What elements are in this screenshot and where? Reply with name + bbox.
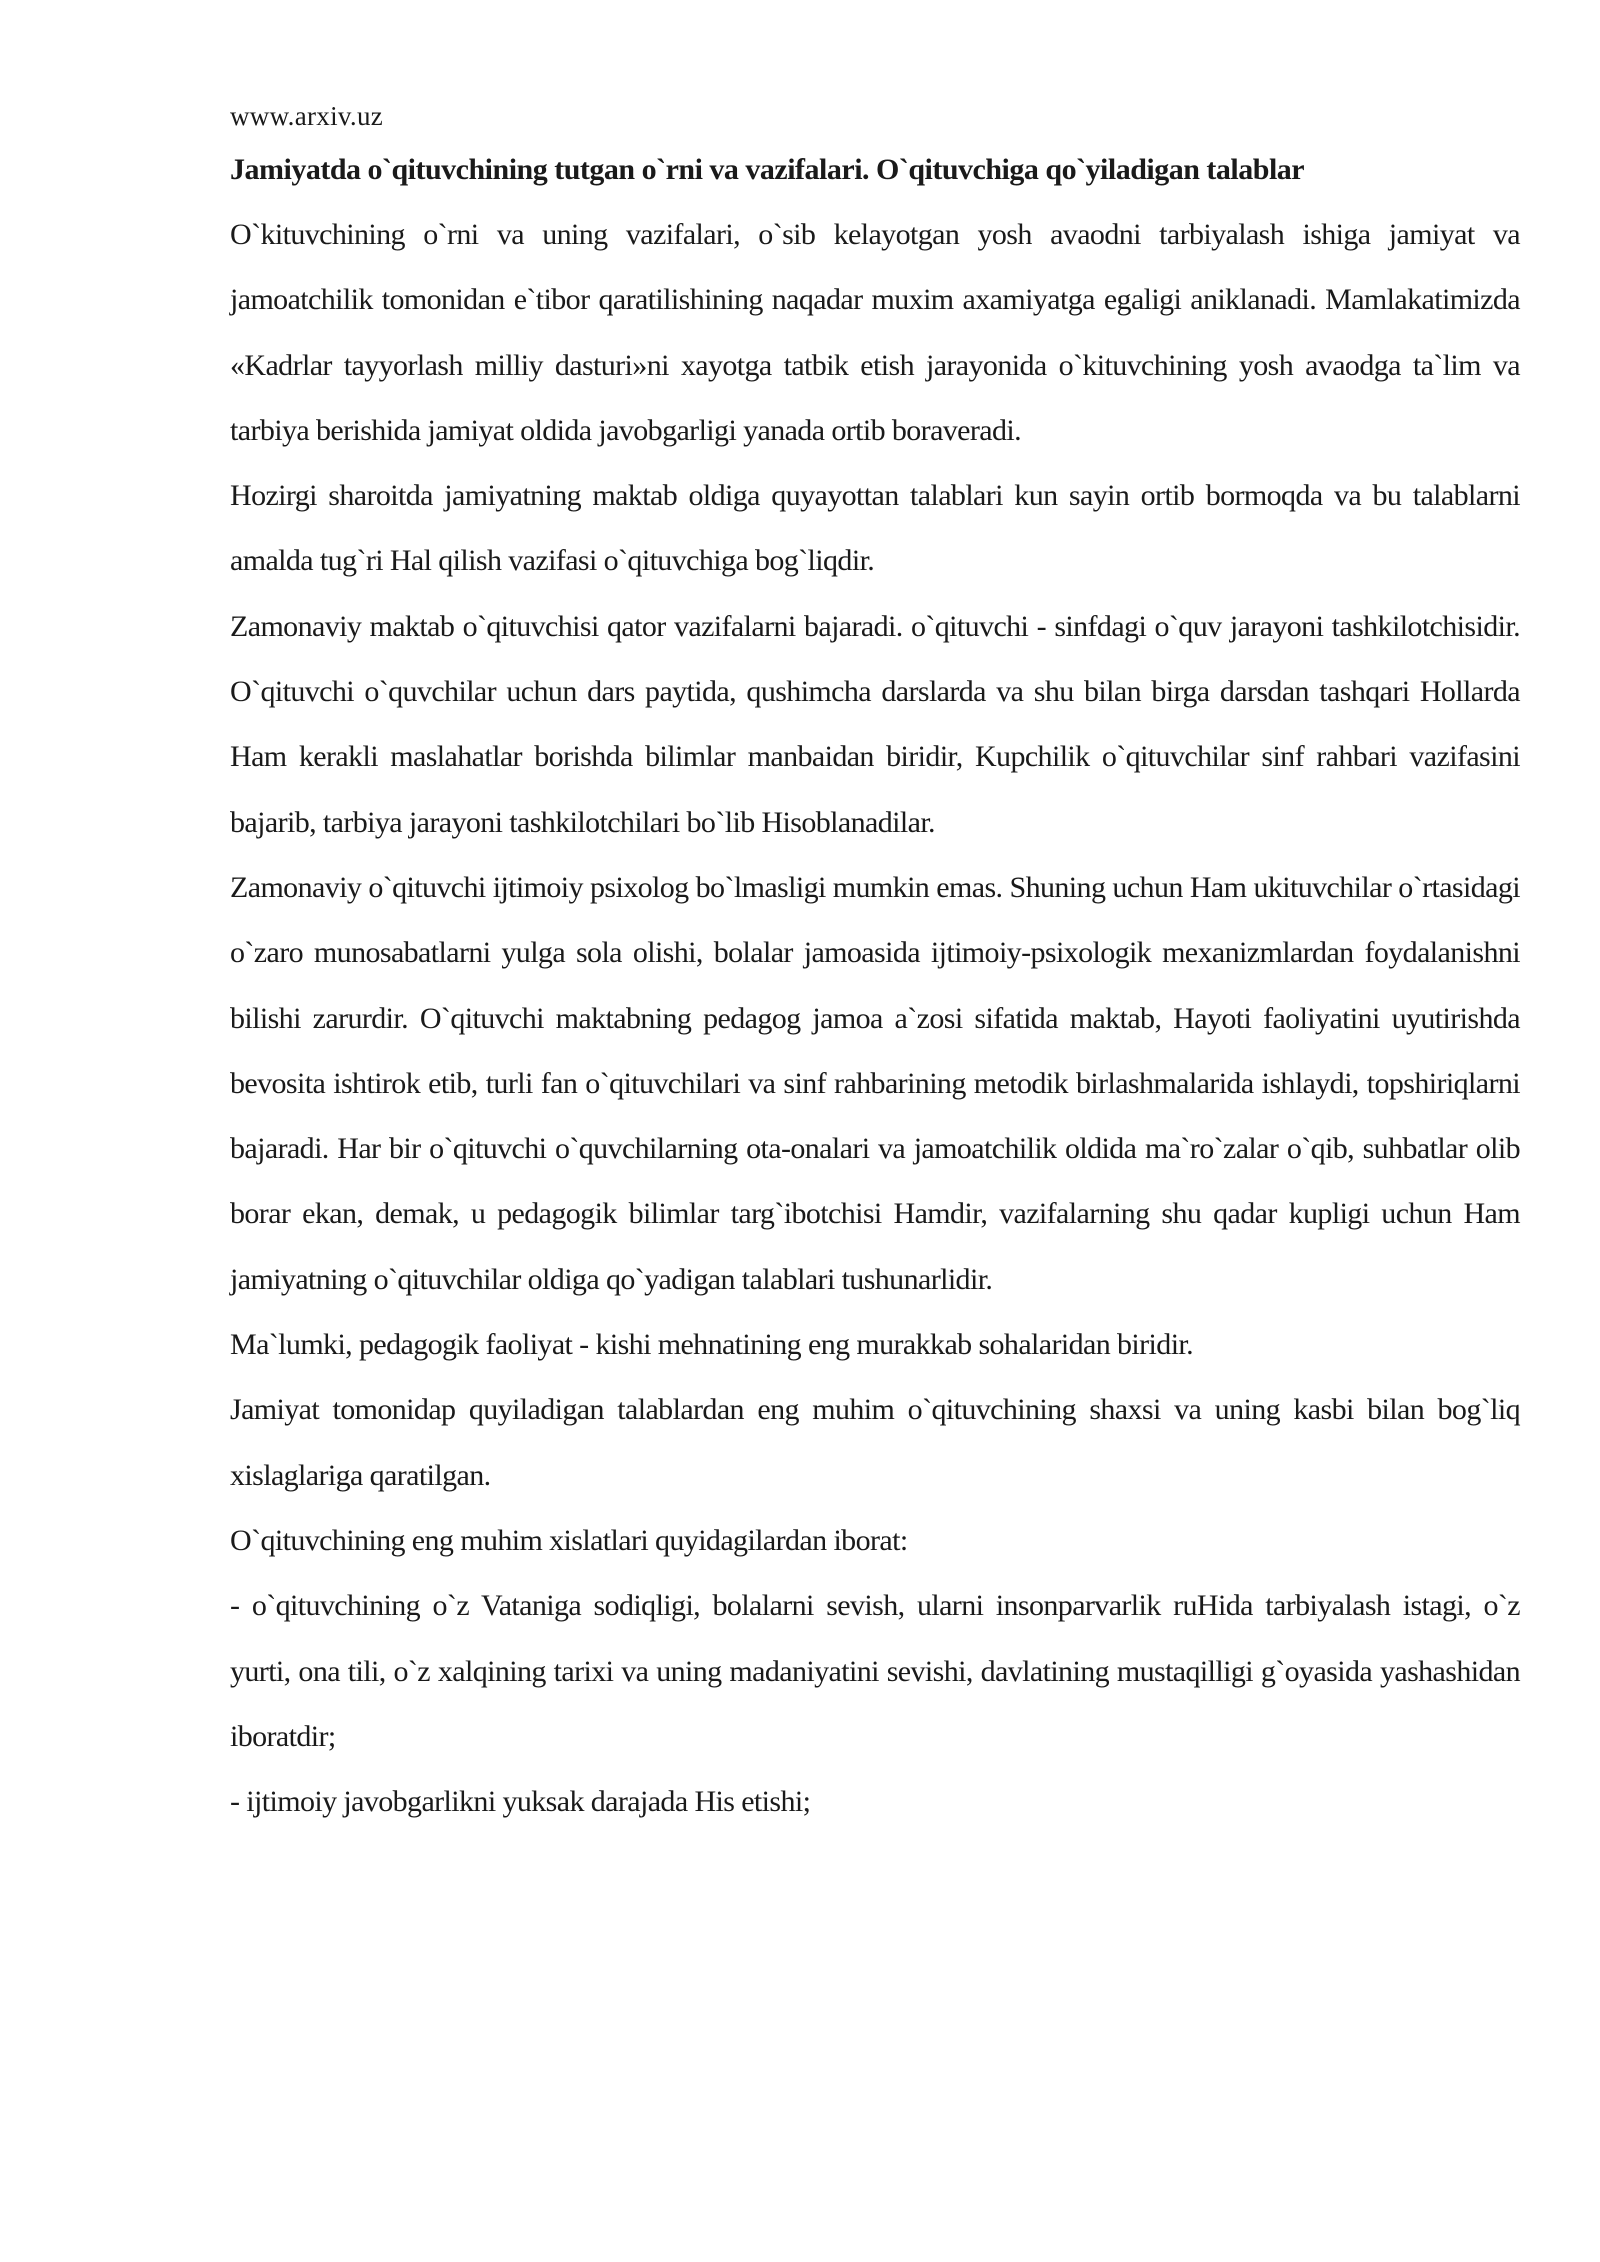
- paragraph: Zamonaviy maktab o`qituvchisi qator vazifalarni bajaradi. o`qituvchi - sinfdagi o`quv jarayoni tashkilotchisidir. O`qituvchi o`quvchilar uchun dars paytida, qushimcha darslarda va shu bilan birga darsdan tashqari Hollarda Ham kerakli maslahatlar borishda bilimlar manbaidan biridir, Kupchilik o`qituvchilar sinf rahbari vazifasini bajarib, tarbiya jarayoni tashkilotchilari bo`lib Hisoblanadilar.: [230, 609, 1520, 839]
- document-page: [230, 96, 1520, 1834]
- paragraph: Hozirgi sharoitda jamiyatning maktab oldiga quyayottan talablari kun sayin ortib bormoqda va bu talablarni amalda tug`ri Hal qilish vazifasi o`qituvchiga bog`liqdir.: [230, 479, 1520, 578]
- list-item: - o`qituvchining o`z Vataniga sodiqligi, bolalarni sevish, ularni insonparvarlik ruHida tarbiyalash istagi, o`z yurti, ona tili, o`z xalqining tarixi va uning madaniyatini sevishi, davlatining mustaqilligi g`oyasida yashashidan iboratdir;: [230, 1589, 1520, 1753]
- paragraph: Zamonaviy o`qituvchi ijtimoiy psixolog bo`lmasligi mumkin emas. Shuning uchun Ham ukituvchilar o`rtasidagi o`zaro munosabatlarni yulga sola olishi, bolalar jamoasida ijtimoiy-psixologik mexanizmlardan foydalanishni bilishi zarurdir. O`qituvchi maktabning pedagog jamoa a`zosi sifatida maktab, Hayoti faoliyatini uyutirishda bevosita ishtirok etib, turli fan o`qituvchilari va sinf rahbarining metodik birlashmalarida ishlaydi, topshiriqlarni bajaradi. Har bir o`qituvchi o`quvchilarning ota-onalari va jamoatchilik oldida ma`ro`zalar o`qib, suhbatlar olib borar ekan, demak, u pedagogik bilimlar targ`ibotchisi Hamdir, vazifalarning shu qadar kupligi uchun Ham jamiyatning o`qituvchilar oldiga qo`yadigan talablari tushunarlidir.: [230, 870, 1520, 1296]
- paragraph: O`kituvchining o`rni va uning vazifalari, o`sib kelayotgan yosh avaodni tarbiyalash ishiga jamiyat va jamoatchilik tomonidan e`tibor qaratilishining naqadar muxim axamiyatga egaligi aniklanadi. Mamlakatimizda «Kadrlar tayyorlash milliy dasturi»ni xayotga tatbik etish jarayonida o`kituvchining yosh avaodga ta`lim va tarbiya berishida jamiyat oldida javobgarligi yanada ortib boraveradi.: [230, 218, 1520, 447]
- paragraph: O`qituvchining eng muhim xislatlari quyidagilardan iborat:: [230, 1523, 908, 1557]
- list-item: - ijtimoiy javobgarlikni yuksak darajada His etishi;: [230, 1785, 811, 1819]
- paragraph: Jamiyat tomonidap quyiladigan talablardan eng muhim o`qituvchining shaxsi va uning kasbi bilan bog`liq xislaglariga qaratilgan.: [230, 1393, 1520, 1492]
- paragraph: Ma`lumki, pedagogik faoliyat - kishi mehnatining eng murakkab sohalaridan biridir.: [230, 1328, 1194, 1362]
- document-title: Jamiyatda o`qituvchining tutgan o`rni va vazifalari. O`qituvchiga qo`yiladigan talablar: [230, 153, 1305, 186]
- source-url: www.arxiv.uz: [230, 101, 384, 131]
